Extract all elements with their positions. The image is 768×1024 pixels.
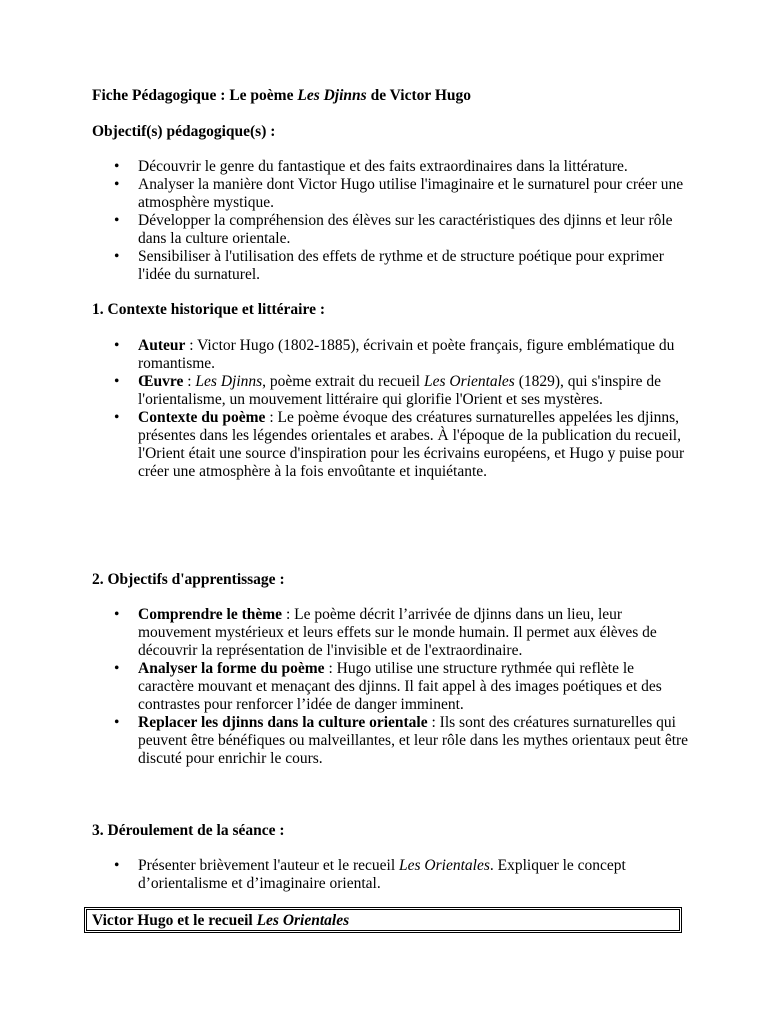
item-label: Replacer les djinns dans la culture orientale bbox=[138, 714, 428, 731]
list-item: • Sensibiliser à l'utilisation des effets de rythme et de structure poétique pour exprimer l'idée du surnaturel. bbox=[92, 248, 692, 284]
oeuvre-mid: , poème extrait du recueil bbox=[262, 373, 424, 390]
contexte-label: Contexte du poème bbox=[138, 409, 266, 426]
boxed-heading bbox=[86, 909, 680, 931]
section3-list bbox=[92, 857, 692, 893]
title-suffix: de Victor Hugo bbox=[366, 87, 472, 104]
auteur-label: Auteur bbox=[138, 337, 186, 354]
box-work: Les Orientales bbox=[256, 912, 350, 929]
section2-heading: 2. Objectifs d'apprentissage : bbox=[92, 571, 285, 588]
oeuvre-label: Œuvre bbox=[138, 373, 184, 390]
list-item: • Analyser la manière dont Victor Hugo utilise l'imaginaire et le surnaturel pour créer une atmosphère mystique. bbox=[92, 176, 692, 212]
list-item: • Découvrir le genre du fantastique et des faits extraordinaires dans la littérature. bbox=[92, 158, 692, 176]
item-text: : Le poème décrit l’arrivée de djinns dans un lieu, leur mouvement mystérieux et leurs effets sur le monde humain. Il permet aux élèves de découvrir la représentation de l'invisible et de l'extraordinaire. bbox=[138, 606, 657, 659]
list-item bbox=[92, 409, 692, 481]
item-label: Comprendre le thème bbox=[138, 606, 283, 623]
list-item: • Développer la compréhension des élèves sur les caractéristiques des djinns et leur rôle dans la culture orientale. bbox=[92, 212, 692, 248]
section1-heading: 1. Contexte historique et littéraire : bbox=[92, 301, 326, 318]
list-item bbox=[92, 714, 692, 768]
title-prefix: Fiche Pédagogique : Le poème bbox=[92, 87, 298, 104]
section2-list bbox=[92, 606, 692, 768]
list-item bbox=[92, 337, 692, 373]
list-item bbox=[92, 660, 692, 714]
item-text-post: . Expliquer le concept d’orientalisme et d’imaginaire oriental. bbox=[138, 857, 626, 892]
box-prefix: Victor Hugo et le recueil bbox=[92, 912, 257, 929]
auteur-text: : Victor Hugo (1802-1885), écrivain et poète français, figure emblématique du romantisme. bbox=[138, 337, 675, 372]
item-label: Analyser la forme du poème bbox=[138, 660, 325, 677]
oeuvre-separator: : bbox=[183, 373, 196, 390]
list-item bbox=[92, 857, 692, 893]
item-text: : Hugo utilise une structure rythmée qui reflète le caractère mouvant et menaçant des djinns. Il fait appel à des images poétiques et des contrastes pour renforcer l’idée de danger imminent. bbox=[138, 660, 662, 713]
item-text-pre: Présenter brièvement l'auteur et le recueil bbox=[138, 857, 400, 874]
title-work: Les Djinns bbox=[297, 87, 367, 104]
objectifs-heading: Objectif(s) pédagogique(s) : bbox=[92, 123, 276, 140]
boxed-heading-text bbox=[92, 912, 349, 930]
list-item bbox=[92, 606, 692, 660]
contexte-text: : Le poème évoque des créatures surnaturelles appelées les djinns, présentes dans les légendes orientales et arabes. À l'époque de la publication du recueil, l'Orient était une source d'inspiration pour les écrivains européens, et Hugo y puise pour créer une atmosphère à la fois envoûtante et inquiétante. bbox=[138, 409, 685, 480]
oeuvre-work: Les Djinns bbox=[195, 373, 263, 390]
oeuvre-collection: Les Orientales bbox=[424, 373, 515, 390]
item-work: Les Orientales bbox=[399, 857, 490, 874]
document-title bbox=[92, 87, 471, 105]
section1-list bbox=[92, 337, 692, 481]
objectifs-list bbox=[92, 158, 692, 284]
item-text: : Ils sont des créatures surnaturelles qui peuvent être bénéfiques ou malveillantes, et leur rôle dans les mythes orientaux peut être discuté pour enrichir le cours. bbox=[138, 714, 689, 767]
oeuvre-rest: (1829), qui s'inspire de l'orientalisme, un mouvement littéraire qui glorifie l'Orient et ses mystères. bbox=[138, 373, 661, 408]
section3-heading: 3. Déroulement de la séance : bbox=[92, 822, 285, 839]
list-item bbox=[92, 373, 692, 409]
